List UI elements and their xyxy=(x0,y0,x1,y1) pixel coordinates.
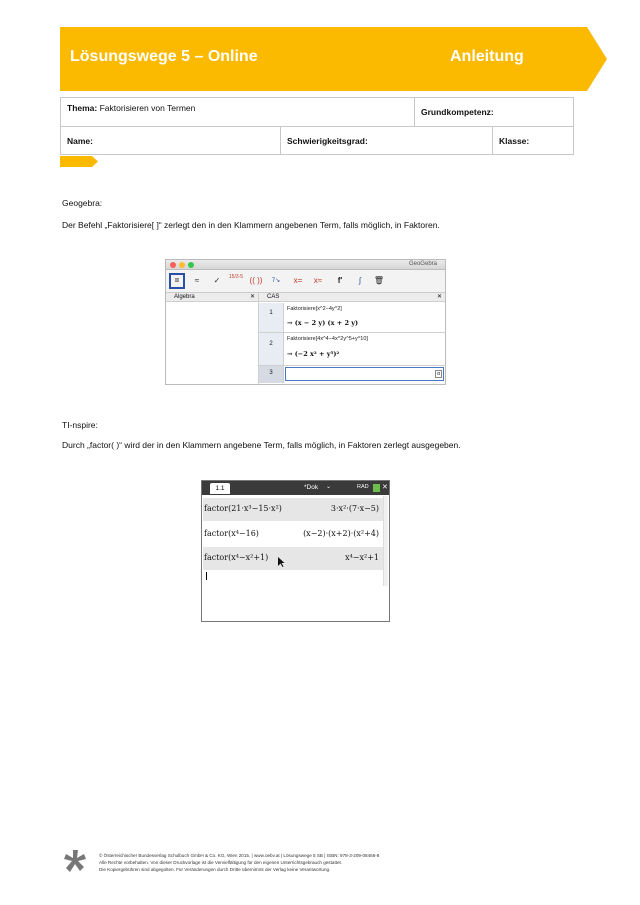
klasse-cell xyxy=(493,127,573,154)
battery-icon xyxy=(373,484,380,492)
publisher-logo xyxy=(62,848,90,876)
cas-output: → (−2 x² + y⁵)² xyxy=(287,350,340,358)
calculation-output: (x−2)·(x+2)·(x²+4) xyxy=(303,529,379,538)
tinspire-text: Durch „factor( )“ wird der in den Klammern angebene Term, falls möglich, in Faktoren zerlegt ausgegeben. xyxy=(62,440,461,450)
schwierigkeit-cell xyxy=(281,127,493,154)
geogebra-toolbar xyxy=(166,270,445,293)
page-tab[interactable]: 1.1 xyxy=(210,483,230,494)
cas-header xyxy=(259,293,445,302)
calculation-input: factor(21·x³−15·x²) xyxy=(204,504,282,513)
tinspire-heading: TI-nspire: xyxy=(62,420,98,430)
scrollbar[interactable] xyxy=(383,496,388,586)
delete-tool-button[interactable]: 🗑 xyxy=(373,276,385,285)
cas-row[interactable] xyxy=(259,366,446,383)
document-name: *Dok xyxy=(304,484,319,491)
evaluate-tool-button[interactable]: = xyxy=(169,273,185,289)
substitute-tool-button[interactable]: 7↘ xyxy=(271,278,281,284)
calculation-input: factor(x⁴−x²+1) xyxy=(204,553,269,562)
footer-text xyxy=(99,852,569,873)
zoom-dot-icon[interactable] xyxy=(188,262,194,268)
integral-tool-button[interactable]: ∫ xyxy=(358,276,362,285)
cas-row-number: 2 xyxy=(259,333,284,365)
calculation-output: x⁴−x²+1 xyxy=(345,553,379,562)
cas-input-field[interactable] xyxy=(285,367,444,381)
name-cell xyxy=(61,127,281,154)
factor-tool-button[interactable]: 15/3·5 xyxy=(228,274,244,280)
numeric-tool-button[interactable]: ≈ xyxy=(194,276,200,285)
header-title: Lösungswege 5 – Online xyxy=(70,48,258,65)
grundkompetenz-cell xyxy=(415,98,573,127)
close-icon[interactable]: ✕ xyxy=(436,294,442,300)
mouse-pointer-icon xyxy=(278,557,285,567)
footer-line-2: Alle Rechte vorbehalten. Von dieser Druckvorlage ist die Vervielfältigung für den eigenen Unterrichtsgebrauch gestattet. xyxy=(99,860,343,865)
solve-tool-button[interactable]: x= xyxy=(293,276,303,285)
solve-numeric-tool-button[interactable]: x≈ xyxy=(313,276,323,285)
cas-input[interactable]: Faktorisiere[4x^4−4x^2y^5+y^10] xyxy=(287,336,368,342)
calculation-row[interactable] xyxy=(203,523,383,546)
close-dot-icon[interactable] xyxy=(170,262,176,268)
expand-tool-button[interactable]: (( )) xyxy=(249,276,263,285)
text-cursor[interactable] xyxy=(206,572,207,580)
cas-label: CAS xyxy=(267,294,280,300)
info-table xyxy=(60,97,574,155)
geogebra-panes xyxy=(166,293,445,384)
accent-arrow xyxy=(60,156,98,167)
close-icon[interactable]: ✕ xyxy=(382,484,388,491)
cas-row-number: 3 xyxy=(259,366,284,383)
thema-label: Thema: xyxy=(67,103,98,113)
cas-row[interactable] xyxy=(259,333,446,366)
algebra-label: Algebra xyxy=(174,294,195,300)
geogebra-text: Der Befehl „Faktorisiere[ ]“ zerlegt den in den Klammern angebenen Term, falls möglich, in Faktoren. xyxy=(62,220,440,230)
geogebra-window xyxy=(165,259,446,385)
geogebra-window-title: GeoGebra xyxy=(408,261,437,267)
footer-line-1: © Österreichischer Bundesverlag Schulbuch GmbH & Co. KG, Wien 2015. | www.oebv.at | Lösungswege 5 SB | ISBN: 978-3-209-08466-8 xyxy=(99,853,380,858)
cas-input[interactable]: Faktorisiere[x^2−4y^2] xyxy=(287,306,342,312)
schwierigkeit-label: Schwierigkeitsgrad: xyxy=(287,136,368,146)
header-right-label: Anleitung xyxy=(450,48,524,65)
grundkompetenz-label: Grundkompetenz: xyxy=(421,107,494,117)
tinspire-window xyxy=(201,480,390,622)
header-banner xyxy=(60,27,607,91)
chevron-down-icon[interactable]: ⌄ xyxy=(326,484,332,490)
name-label: Name: xyxy=(67,136,93,146)
cas-output: → (x − 2 y) (x + 2 y) xyxy=(287,319,359,327)
calculation-output: 3·x²·(7·x−5) xyxy=(330,504,379,513)
keep-input-tool-button[interactable]: ✓ xyxy=(213,276,221,285)
close-icon[interactable]: ✕ xyxy=(249,294,255,300)
angle-mode: RAD xyxy=(357,484,369,490)
cas-pane xyxy=(258,293,445,384)
geogebra-titlebar xyxy=(166,260,445,270)
keyboard-icon[interactable]: α xyxy=(437,371,440,377)
thema-value: Faktorisieren von Termen xyxy=(99,103,196,113)
tinspire-titlebar xyxy=(202,481,389,495)
cas-row[interactable] xyxy=(259,303,446,333)
algebra-header xyxy=(166,293,258,302)
thema-cell xyxy=(61,98,415,127)
algebra-pane xyxy=(166,293,258,384)
derivative-tool-button[interactable]: f' xyxy=(337,276,343,285)
klasse-label: Klasse: xyxy=(499,136,530,146)
calculation-row[interactable] xyxy=(203,498,383,521)
geogebra-heading: Geogebra: xyxy=(62,198,103,208)
calculation-row[interactable] xyxy=(203,547,383,570)
cas-row-number: 1 xyxy=(259,303,284,332)
footer-line-3: Die Kopiergebühren sind abgegolten. Für Veränderungen durch Dritte übernimmt der Verlag keine Verantwortung. xyxy=(99,867,331,872)
minimize-dot-icon[interactable] xyxy=(179,262,185,268)
calculation-input: factor(x⁴−16) xyxy=(204,529,259,538)
